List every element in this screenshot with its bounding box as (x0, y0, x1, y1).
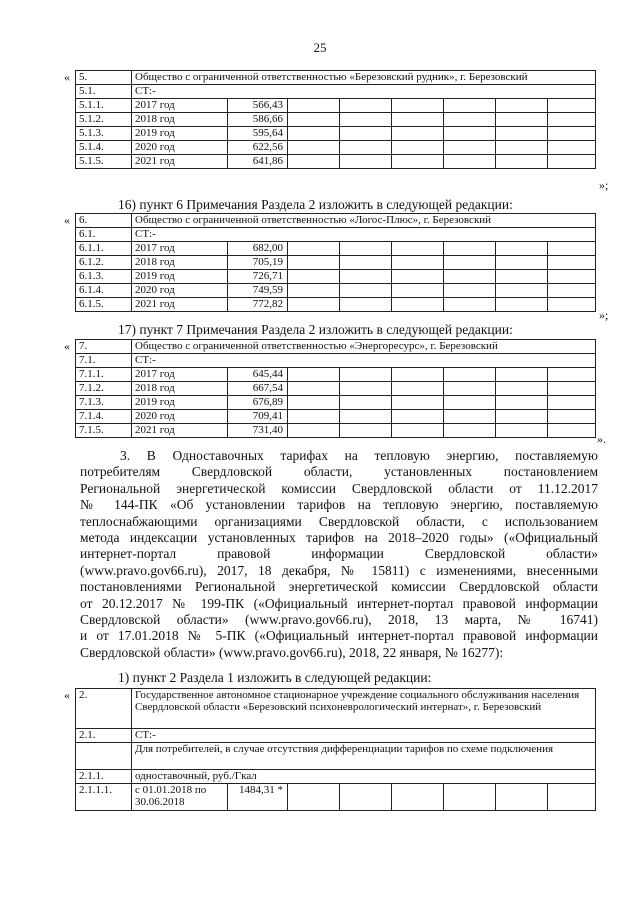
empty-cell (288, 155, 340, 169)
empty-cell (548, 256, 596, 270)
empty-cell (548, 113, 596, 127)
empty-cell (496, 424, 548, 438)
period-value: 1484,31 * (228, 784, 288, 811)
tariff-value: 586,66 (228, 113, 288, 127)
empty-cell (340, 141, 392, 155)
tariff-value: 749,59 (228, 284, 288, 298)
empty-cell (496, 396, 548, 410)
paragraph-line: от 20.12.2017 № 199-ПК («Официальный интернет-портал правовой информации (80, 595, 598, 611)
empty-cell (288, 284, 340, 298)
empty-cell (288, 270, 340, 284)
tariff-value: 595,64 (228, 127, 288, 141)
row-number: 7.1. (76, 354, 132, 368)
row-number: 5.1.2. (76, 113, 132, 127)
paragraph-line: (www.pravo.gov66.ru), 2017, 18 декабря, № 15811) с изменениями, внесенными (80, 562, 598, 578)
tariff-value: 676,89 (228, 396, 288, 410)
empty-cell (548, 396, 596, 410)
open-quote: « (64, 70, 70, 84)
empty-cell (548, 298, 596, 312)
empty-cell (288, 410, 340, 424)
section-heading-final: 1) пункт 2 Раздела 1 изложить в следующей редакции: (118, 670, 432, 685)
empty-cell (496, 99, 548, 113)
table-row (76, 228, 596, 242)
year-label: 2017 год (132, 242, 228, 256)
table-row (76, 382, 596, 396)
empty-cell (444, 113, 496, 127)
year-label: 2019 год (132, 270, 228, 284)
year-label: 2018 год (132, 113, 228, 127)
table-row (76, 424, 596, 438)
empty-cell (548, 368, 596, 382)
paragraph-line: интернет-портал правовой информации Свердловской области» (80, 546, 598, 562)
empty-cell (392, 99, 444, 113)
row-number: 2.1. (76, 729, 132, 743)
paragraph-line: Региональной энергетической комиссии Свердловской области от 11.12.2017 (80, 480, 598, 496)
empty-cell (444, 155, 496, 169)
open-quote: « (64, 213, 70, 227)
empty-cell (496, 270, 548, 284)
row-number: 6.1.4. (76, 284, 132, 298)
empty-cell (444, 368, 496, 382)
row-number: 6.1.5. (76, 298, 132, 312)
paragraph-line: 3. В Одноставочных тарифах на тепловую энергию, поставляемую (120, 448, 598, 463)
paragraph-line: № 144-ПК «Об установлении тарифов на тепловую энергию, поставляемую (80, 497, 598, 513)
empty-cell (444, 284, 496, 298)
table-row (76, 743, 596, 770)
empty-cell (444, 424, 496, 438)
empty-cell (392, 270, 444, 284)
empty-cell (340, 113, 392, 127)
organization-name: Общество с ограниченной ответственностью «Энергоресурс», г. Березовский (132, 340, 596, 354)
paragraph-3 (80, 448, 598, 661)
table-row (76, 113, 596, 127)
table-row (76, 729, 596, 743)
row-number: 7. (76, 340, 132, 354)
paragraph-line: и от 17.01.2018 № 5-ПК («Официальный интернет-портал правовой информации (80, 628, 598, 644)
table-row (76, 396, 596, 410)
row-number: 6.1. (76, 228, 132, 242)
empty-cell (548, 127, 596, 141)
tariff-table-5 (75, 70, 596, 169)
row-number: 7.1.2. (76, 382, 132, 396)
empty-cell (496, 113, 548, 127)
empty-cell (288, 99, 340, 113)
tariff-table-6 (75, 213, 596, 312)
open-quote: « (64, 339, 70, 353)
tariff-type: одноставочный, руб./Гкал (132, 770, 596, 784)
row-number: 5.1.5. (76, 155, 132, 169)
empty-cell (392, 396, 444, 410)
empty-cell (340, 396, 392, 410)
empty-cell (444, 298, 496, 312)
empty-cell (444, 270, 496, 284)
empty-cell (496, 256, 548, 270)
tariff-value: 731,40 (228, 424, 288, 438)
section-heading-17: 17) пункт 7 Примечания Раздела 2 изложить в следующей редакции: (118, 322, 513, 337)
empty-cell (444, 127, 496, 141)
period-label: с 01.01.2018 по 30.06.2018 (132, 784, 228, 811)
row-number: 6.1.1. (76, 242, 132, 256)
empty-cell (548, 410, 596, 424)
empty-cell (392, 284, 444, 298)
empty-cell (496, 141, 548, 155)
tariff-value: 772,82 (228, 298, 288, 312)
empty-cell (288, 113, 340, 127)
empty-cell (496, 382, 548, 396)
empty-cell (548, 424, 596, 438)
row-number: 7.1.3. (76, 396, 132, 410)
empty-cell (340, 256, 392, 270)
empty-cell (288, 242, 340, 256)
empty-cell (392, 155, 444, 169)
empty-cell (548, 99, 596, 113)
empty-cell (340, 298, 392, 312)
table-row (76, 214, 596, 228)
empty-cell (548, 284, 596, 298)
empty-cell (288, 127, 340, 141)
year-label: 2021 год (132, 298, 228, 312)
tariff-value: 726,71 (228, 270, 288, 284)
year-label: 2017 год (132, 99, 228, 113)
table-row (76, 284, 596, 298)
empty-cell (444, 382, 496, 396)
empty-cell (496, 298, 548, 312)
empty-cell (444, 396, 496, 410)
consumers-label: Для потребителей, в случае отсутствия дифференциации тарифов по схеме подключения (132, 743, 596, 770)
page-number: 25 (313, 40, 327, 55)
close-quote: »; (599, 178, 609, 192)
table-row (76, 784, 596, 811)
empty-cell (548, 242, 596, 256)
empty-cell (392, 242, 444, 256)
empty-cell (340, 270, 392, 284)
row-number: 5. (76, 71, 132, 85)
empty-cell (288, 382, 340, 396)
empty-cell (288, 396, 340, 410)
table-row (76, 256, 596, 270)
row-number: 7.1.5. (76, 424, 132, 438)
year-label: 2021 год (132, 155, 228, 169)
paragraph-line: метода индексации установленных тарифов на 2018–2020 годы» («Официальный (80, 530, 598, 546)
empty-cell (340, 155, 392, 169)
empty-cell (444, 242, 496, 256)
table-row (76, 141, 596, 155)
empty-cell (444, 99, 496, 113)
paragraph-line: Свердловской области» (www.pravo.gov66.ru), 2018, 13 марта, № 16741) (80, 612, 598, 628)
empty-cell (548, 270, 596, 284)
table-row (76, 368, 596, 382)
empty-cell (288, 141, 340, 155)
empty-cell (444, 256, 496, 270)
st-label: СТ:- (132, 85, 596, 99)
empty-cell (392, 256, 444, 270)
table-row (76, 770, 596, 784)
table-row (76, 155, 596, 169)
year-label: 2020 год (132, 141, 228, 155)
row-number: 2.1.1.1. (76, 784, 132, 811)
section-heading-16: 16) пункт 6 Примечания Раздела 2 изложить в следующей редакции: (118, 197, 513, 212)
table-row (76, 340, 596, 354)
empty-cell (392, 368, 444, 382)
tariff-value: 645,44 (228, 368, 288, 382)
year-label: 2017 год (132, 368, 228, 382)
empty-cell (392, 382, 444, 396)
empty-cell (496, 242, 548, 256)
tariff-table-7 (75, 339, 596, 438)
organization-name: Государственное автономное стационарное учреждение социального обслуживания населения Свердловской области «Березовский психоневрологический интернат», г. Березовский (132, 689, 596, 729)
row-number: 6.1.3. (76, 270, 132, 284)
empty-cell (496, 410, 548, 424)
table-row (76, 270, 596, 284)
row-number: 6. (76, 214, 132, 228)
table-row (76, 99, 596, 113)
year-label: 2019 год (132, 127, 228, 141)
empty-cell (548, 155, 596, 169)
tariff-value: 641,86 (228, 155, 288, 169)
empty-cell (548, 141, 596, 155)
table-row (76, 410, 596, 424)
tariff-value: 667,54 (228, 382, 288, 396)
empty-cell (496, 368, 548, 382)
empty-cell (340, 127, 392, 141)
empty-cell (340, 242, 392, 256)
organization-name: Общество с ограниченной ответственностью «Березовский рудник», г. Березовский (132, 71, 596, 85)
empty-cell (340, 99, 392, 113)
empty-cell (444, 410, 496, 424)
empty-cell (288, 368, 340, 382)
open-quote: « (64, 688, 70, 702)
empty-cell (496, 155, 548, 169)
table-row (76, 85, 596, 99)
row-number: 5.1.4. (76, 141, 132, 155)
st-label: СТ:- (132, 354, 596, 368)
year-label: 2018 год (132, 256, 228, 270)
close-quote: ». (597, 432, 606, 446)
empty-cell (496, 284, 548, 298)
row-number: 7.1.1. (76, 368, 132, 382)
st-label: СТ:- (132, 729, 596, 743)
row-number: 5.1. (76, 85, 132, 99)
st-label: СТ:- (132, 228, 596, 242)
paragraph-line: потребителям Свердловской области, установленных постановлением (80, 464, 598, 480)
empty-cell (392, 298, 444, 312)
tariff-value: 682,00 (228, 242, 288, 256)
empty-cell (288, 298, 340, 312)
table-row (76, 127, 596, 141)
paragraph-line: Свердловской области» (www.pravo.gov66.ru), 2018, 22 января, № 16277): (80, 644, 504, 660)
table-row (76, 71, 596, 85)
table-row (76, 242, 596, 256)
empty-cell (392, 424, 444, 438)
empty-cell (288, 424, 340, 438)
row-number: 6.1.2. (76, 256, 132, 270)
empty-cell (392, 113, 444, 127)
tariff-value: 566,43 (228, 99, 288, 113)
row-number: 7.1.4. (76, 410, 132, 424)
empty-cell (340, 382, 392, 396)
empty-cell (340, 284, 392, 298)
row-number: 5.1.1. (76, 99, 132, 113)
paragraph-line: постановлениями Региональной энергетической комиссии Свердловской области (80, 579, 598, 595)
tariff-value: 705,19 (228, 256, 288, 270)
empty-cell (392, 141, 444, 155)
tariff-table-2 (75, 688, 596, 811)
empty-cell (444, 141, 496, 155)
year-label: 2018 год (132, 382, 228, 396)
table-row (76, 354, 596, 368)
empty-cell (340, 424, 392, 438)
year-label: 2020 год (132, 284, 228, 298)
empty-cell (548, 382, 596, 396)
year-label: 2021 год (132, 424, 228, 438)
empty-cell (392, 127, 444, 141)
tariff-value: 622,56 (228, 141, 288, 155)
row-number: 2.1.1. (76, 770, 132, 784)
organization-name: Общество с ограниченной ответственностью «Логос-Плюс», г. Березовский (132, 214, 596, 228)
paragraph-line: теплоснабжающими организациями Свердловской области, с использованием (80, 513, 598, 529)
year-label: 2020 год (132, 410, 228, 424)
empty-cell (340, 410, 392, 424)
tariff-value: 709,41 (228, 410, 288, 424)
close-quote: »; (599, 308, 609, 322)
empty-cell (392, 410, 444, 424)
empty-cell (288, 256, 340, 270)
year-label: 2019 год (132, 396, 228, 410)
row-number: 2. (76, 689, 132, 729)
table-row (76, 298, 596, 312)
empty-cell (340, 368, 392, 382)
table-row (76, 689, 596, 729)
row-number: 5.1.3. (76, 127, 132, 141)
empty-cell (496, 127, 548, 141)
